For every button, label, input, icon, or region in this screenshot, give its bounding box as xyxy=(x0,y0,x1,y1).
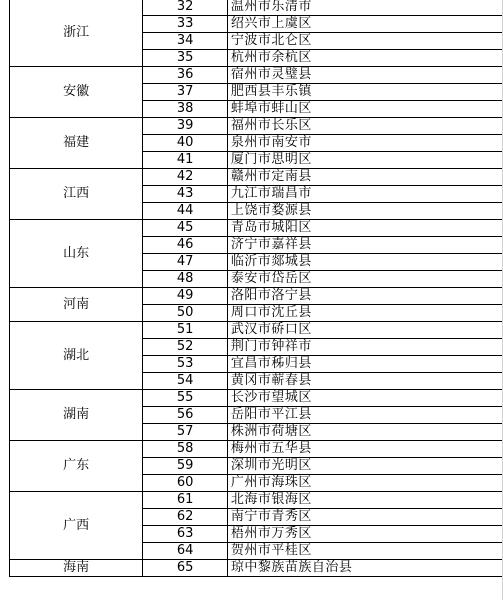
number-cell[interactable]: 54 xyxy=(143,373,228,390)
location-cell[interactable]: 福州市长乐区 xyxy=(227,118,502,135)
province-cell[interactable]: 山东 xyxy=(10,220,143,288)
province-cell[interactable]: 福建 xyxy=(10,118,143,169)
number-cell[interactable]: 49 xyxy=(143,288,228,305)
location-cell[interactable]: 厦门市思明区 xyxy=(227,152,502,169)
number-cell[interactable]: 55 xyxy=(143,390,228,407)
table-row xyxy=(10,67,503,84)
location-cell[interactable]: 武汉市硚口区 xyxy=(227,322,502,339)
location-cell[interactable]: 青岛市城阳区 xyxy=(227,220,502,237)
province-cell[interactable]: 浙江 xyxy=(10,0,143,67)
table-row xyxy=(10,390,503,407)
number-cell[interactable]: 43 xyxy=(143,186,228,203)
location-cell[interactable]: 深圳市光明区 xyxy=(227,458,502,475)
location-cell[interactable]: 琼中黎族苗族自治县 xyxy=(227,560,502,577)
location-cell[interactable]: 宜昌市秭归县 xyxy=(227,356,502,373)
number-cell[interactable]: 45 xyxy=(143,220,228,237)
table-row xyxy=(10,322,503,339)
location-cell[interactable]: 贺州市平桂区 xyxy=(227,543,502,560)
table-row xyxy=(10,0,503,16)
number-cell[interactable]: 40 xyxy=(143,135,228,152)
number-cell[interactable]: 53 xyxy=(143,356,228,373)
table-row xyxy=(10,118,503,135)
location-cell[interactable]: 南宁市青秀区 xyxy=(227,509,502,526)
number-cell[interactable]: 33 xyxy=(143,16,228,33)
table-row xyxy=(10,220,503,237)
province-cell[interactable]: 湖南 xyxy=(10,390,143,441)
number-cell[interactable]: 57 xyxy=(143,424,228,441)
number-cell[interactable]: 38 xyxy=(143,101,228,118)
number-cell[interactable]: 34 xyxy=(143,33,228,50)
table-row xyxy=(10,560,503,577)
location-cell[interactable]: 上饶市婺源县 xyxy=(227,203,502,220)
number-cell[interactable]: 50 xyxy=(143,305,228,322)
number-cell[interactable]: 56 xyxy=(143,407,228,424)
number-cell[interactable]: 58 xyxy=(143,441,228,458)
number-cell[interactable]: 60 xyxy=(143,475,228,492)
location-cell[interactable]: 赣州市定南县 xyxy=(227,169,502,186)
province-city-table xyxy=(9,0,503,577)
location-cell[interactable]: 温州市乐清市 xyxy=(227,0,502,16)
number-cell[interactable]: 46 xyxy=(143,237,228,254)
number-cell[interactable]: 44 xyxy=(143,203,228,220)
number-cell[interactable]: 59 xyxy=(143,458,228,475)
table-body xyxy=(10,0,503,577)
location-cell[interactable]: 长沙市望城区 xyxy=(227,390,502,407)
location-cell[interactable]: 梅州市五华县 xyxy=(227,441,502,458)
location-cell[interactable]: 九江市瑞昌市 xyxy=(227,186,502,203)
location-cell[interactable]: 岳阳市平江县 xyxy=(227,407,502,424)
number-cell[interactable]: 37 xyxy=(143,84,228,101)
location-cell[interactable]: 北海市银海区 xyxy=(227,492,502,509)
province-cell[interactable]: 安徽 xyxy=(10,67,143,118)
number-cell[interactable]: 61 xyxy=(143,492,228,509)
number-cell[interactable]: 52 xyxy=(143,339,228,356)
number-cell[interactable]: 62 xyxy=(143,509,228,526)
location-cell[interactable]: 广州市海珠区 xyxy=(227,475,502,492)
location-cell[interactable]: 杭州市余杭区 xyxy=(227,50,502,67)
number-cell[interactable]: 65 xyxy=(143,560,228,577)
province-cell[interactable]: 河南 xyxy=(10,288,143,322)
number-cell[interactable]: 39 xyxy=(143,118,228,135)
location-cell[interactable]: 泉州市南安市 xyxy=(227,135,502,152)
number-cell[interactable]: 51 xyxy=(143,322,228,339)
location-cell[interactable]: 周口市沈丘县 xyxy=(227,305,502,322)
location-cell[interactable]: 泰安市岱岳区 xyxy=(227,271,502,288)
province-cell[interactable]: 广东 xyxy=(10,441,143,492)
location-cell[interactable]: 梧州市万秀区 xyxy=(227,526,502,543)
province-cell[interactable]: 广西 xyxy=(10,492,143,560)
location-cell[interactable]: 临沂市郯城县 xyxy=(227,254,502,271)
location-cell[interactable]: 绍兴市上虞区 xyxy=(227,16,502,33)
number-cell[interactable]: 36 xyxy=(143,67,228,84)
number-cell[interactable]: 63 xyxy=(143,526,228,543)
number-cell[interactable]: 32 xyxy=(143,0,228,16)
number-cell[interactable]: 64 xyxy=(143,543,228,560)
table-row xyxy=(10,441,503,458)
location-cell[interactable]: 济宁市嘉祥县 xyxy=(227,237,502,254)
number-cell[interactable]: 42 xyxy=(143,169,228,186)
table-row xyxy=(10,288,503,305)
province-cell[interactable]: 湖北 xyxy=(10,322,143,390)
number-cell[interactable]: 48 xyxy=(143,271,228,288)
province-cell[interactable]: 海南 xyxy=(10,560,143,577)
location-cell[interactable]: 宿州市灵璧县 xyxy=(227,67,502,84)
location-cell[interactable]: 荆门市钟祥市 xyxy=(227,339,502,356)
location-cell[interactable]: 洛阳市洛宁县 xyxy=(227,288,502,305)
location-cell[interactable]: 肥西县丰乐镇 xyxy=(227,84,502,101)
table-row xyxy=(10,492,503,509)
number-cell[interactable]: 47 xyxy=(143,254,228,271)
location-cell[interactable]: 黄冈市蕲春县 xyxy=(227,373,502,390)
location-cell[interactable]: 宁波市北仑区 xyxy=(227,33,502,50)
province-cell[interactable]: 江西 xyxy=(10,169,143,220)
number-cell[interactable]: 41 xyxy=(143,152,228,169)
location-cell[interactable]: 蚌埠市蚌山区 xyxy=(227,101,502,118)
number-cell[interactable]: 35 xyxy=(143,50,228,67)
location-cell[interactable]: 株洲市荷塘区 xyxy=(227,424,502,441)
table-row xyxy=(10,169,503,186)
